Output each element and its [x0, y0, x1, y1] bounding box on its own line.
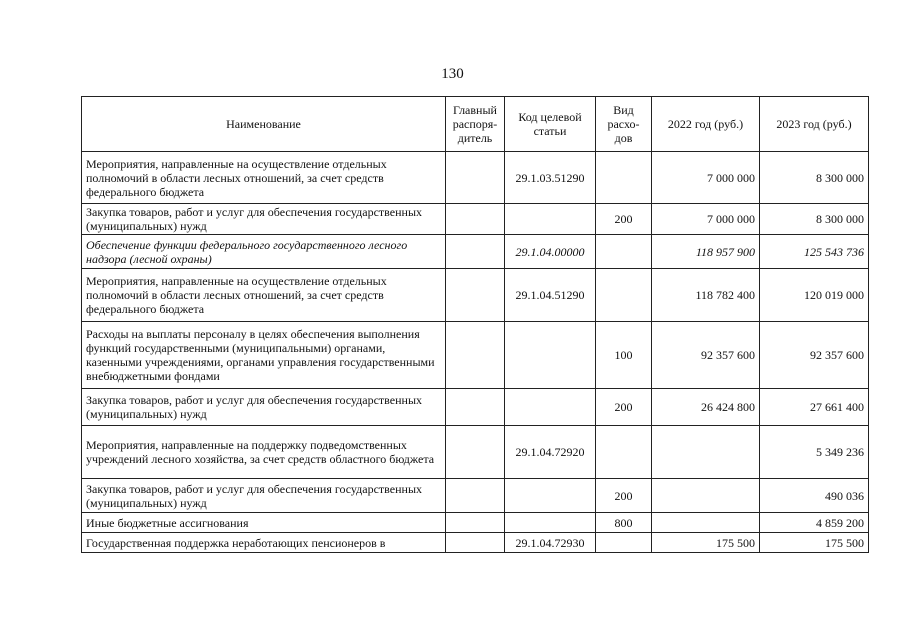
cell-2023: 92 357 600: [760, 322, 869, 389]
table-row: [82, 235, 869, 269]
table-row: [82, 533, 869, 553]
cell-name: Закупка товаров, работ и услуг для обеспечения государственных (муниципальных) нужд: [82, 479, 446, 513]
table-row: [82, 204, 869, 235]
cell-name: Расходы на выплаты персоналу в целях обеспечения выполнения функций государственными (муниципальными) органами, казенными учреждениями, органами управления государственными внебюджетными фондами: [82, 322, 446, 389]
cell-grbs: [446, 426, 505, 479]
cell-grbs: [446, 479, 505, 513]
cell-2023: 4 859 200: [760, 513, 869, 533]
cell-vr: 100: [596, 322, 652, 389]
cell-2022: 7 000 000: [652, 152, 760, 204]
table-row: [82, 426, 869, 479]
cell-name: Мероприятия, направленные на осуществление отдельных полномочий в области лесных отношений, за счет средств федерального бюджета: [82, 152, 446, 204]
header-grbs: Главный распоря-дитель: [446, 97, 505, 152]
header-2023: 2023 год (руб.): [760, 97, 869, 152]
cell-2023: 8 300 000: [760, 204, 869, 235]
cell-vr: 200: [596, 479, 652, 513]
cell-vr: [596, 269, 652, 322]
budget-table: [81, 96, 869, 553]
cell-name: Обеспечение функции федерального государственного лесного надзора (лесной охраны): [82, 235, 446, 269]
cell-2022: [652, 479, 760, 513]
cell-kcs: [505, 479, 596, 513]
cell-vr: [596, 235, 652, 269]
cell-kcs: [505, 389, 596, 426]
cell-vr: 200: [596, 204, 652, 235]
table-row: [82, 322, 869, 389]
cell-kcs: 29.1.04.72920: [505, 426, 596, 479]
cell-2022: 118 957 900: [652, 235, 760, 269]
cell-vr: 200: [596, 389, 652, 426]
cell-2022: 92 357 600: [652, 322, 760, 389]
cell-2023: 120 019 000: [760, 269, 869, 322]
cell-grbs: [446, 235, 505, 269]
table-row: [82, 269, 869, 322]
cell-2023: 5 349 236: [760, 426, 869, 479]
cell-name: Мероприятия, направленные на поддержку подведомственных учреждений лесного хозяйства, за счет средств областного бюджета: [82, 426, 446, 479]
cell-vr: [596, 152, 652, 204]
cell-kcs: [505, 513, 596, 533]
cell-grbs: [446, 269, 505, 322]
cell-name: Мероприятия, направленные на осуществление отдельных полномочий в области лесных отношений, за счет средств федерального бюджета: [82, 269, 446, 322]
cell-2023: 8 300 000: [760, 152, 869, 204]
cell-2023: 490 036: [760, 479, 869, 513]
cell-2022: 175 500: [652, 533, 760, 553]
table-row: [82, 479, 869, 513]
cell-2023: 125 543 736: [760, 235, 869, 269]
cell-2023: 175 500: [760, 533, 869, 553]
cell-2022: 7 000 000: [652, 204, 760, 235]
header-2022: 2022 год (руб.): [652, 97, 760, 152]
cell-kcs: 29.1.04.00000: [505, 235, 596, 269]
cell-name: Государственная поддержка неработающих пенсионеров в: [82, 533, 446, 553]
table-row: [82, 152, 869, 204]
cell-kcs: 29.1.03.51290: [505, 152, 596, 204]
cell-grbs: [446, 204, 505, 235]
cell-2022: [652, 513, 760, 533]
cell-kcs: [505, 322, 596, 389]
cell-kcs: 29.1.04.51290: [505, 269, 596, 322]
header-vr: Вид расхо-дов: [596, 97, 652, 152]
cell-vr: [596, 533, 652, 553]
header-name: Наименование: [82, 97, 446, 152]
cell-2022: 26 424 800: [652, 389, 760, 426]
cell-kcs: 29.1.04.72930: [505, 533, 596, 553]
cell-name: Закупка товаров, работ и услуг для обеспечения государственных (муниципальных) нужд: [82, 204, 446, 235]
cell-vr: [596, 426, 652, 479]
cell-grbs: [446, 533, 505, 553]
table-header-row: [82, 97, 869, 152]
cell-name: Иные бюджетные ассигнования: [82, 513, 446, 533]
cell-vr: 800: [596, 513, 652, 533]
cell-kcs: [505, 204, 596, 235]
cell-grbs: [446, 322, 505, 389]
cell-name: Закупка товаров, работ и услуг для обеспечения государственных (муниципальных) нужд: [82, 389, 446, 426]
cell-2023: 27 661 400: [760, 389, 869, 426]
cell-grbs: [446, 513, 505, 533]
header-kcs: Код целевой статьи: [505, 97, 596, 152]
cell-grbs: [446, 152, 505, 204]
table-row: [82, 389, 869, 426]
cell-grbs: [446, 389, 505, 426]
table-row: [82, 513, 869, 533]
cell-2022: [652, 426, 760, 479]
page-number: 130: [441, 66, 464, 82]
cell-2022: 118 782 400: [652, 269, 760, 322]
